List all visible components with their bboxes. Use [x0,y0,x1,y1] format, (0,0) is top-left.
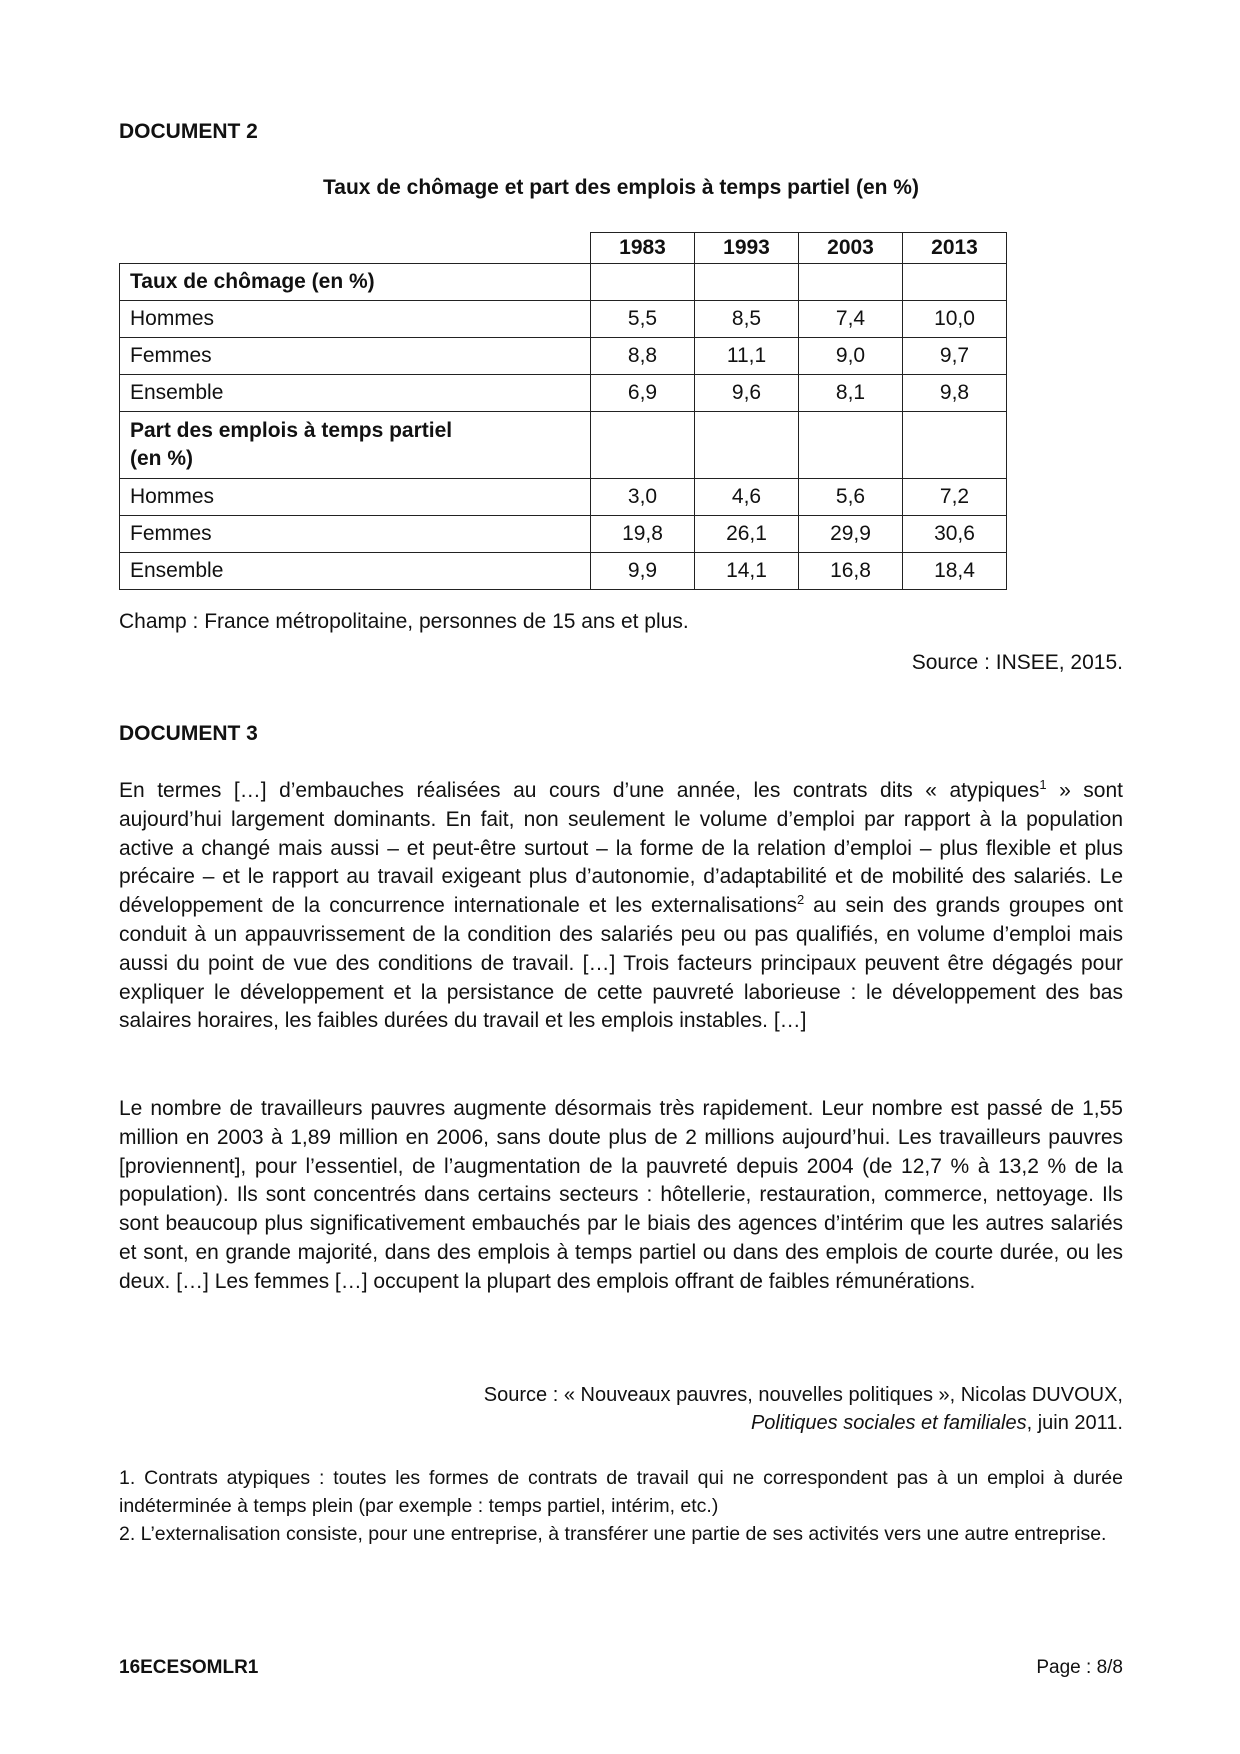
year-header: 1993 [695,233,799,264]
footnote-1: 1. Contrats atypiques : toutes les formes de contrats de travail qui ne correspondent pas à un emploi à durée indéterminée à temps plein (par exemple : temps partiel, intérim, etc.) [119,1467,1123,1517]
cell: 7,2 [903,479,1007,516]
year-header: 2003 [799,233,903,264]
cell: 16,8 [799,553,903,590]
table-row [120,553,1007,590]
cell: 4,6 [695,479,799,516]
footnote-ref-2: 2 [796,892,805,908]
row-label: Hommes [120,301,591,338]
table-scope-note: Champ : France métropolitaine, personnes de 15 ans et plus. [119,610,689,633]
row-label: Hommes [120,479,591,516]
row-label: Femmes [120,516,591,553]
cell: 8,1 [799,375,903,412]
year-header: 1983 [591,233,695,264]
paragraph-1: En termes […] d’embauches réalisées au cours d’une année, les contrats dits « atypiques$^1$ » sont aujourd’hui largement dominants. En fait, non seulement le volume d’emploi par rapport à la population active a changé mais aussi – et peut-être surtout – la forme de la relation d’emploi – plus flexible et plus précaire – et le rapport au travail exigeant plus d’autonomie, d’adaptabilité et de mobilité des salariés. Le développement de la concurrence internationale et les externalisations$^2$ au sein des grands groupes ont conduit à un appauvrissement de la condition des salariés peu ou pas qualifiés, en volume d’emploi mais aussi du point de vue des conditions de travail. […] Trois facteurs principaux peuvent être dégagés pour expliquer le développement et la persistance de cette pauvreté laborieuse : le développement des bas salaires horaires, les faibles durées du travail et les emplois instables. […] [119,777,1123,1033]
table-row [120,338,1007,375]
cell: 30,6 [903,516,1007,553]
paragraph-2: Le nombre de travailleurs pauvres augmente désormais très rapidement. Leur nombre est passé de 1,55 million en 2003 à 1,89 million en 2006, sans doute plus de 2 millions aujourd’hui. Les travailleurs pauvres [proviennent], pour l’essentiel, de l’augmentation de la pauvreté depuis 2004 (de 12,7 % à 13,2 % de la population). Ils sont concentrés dans certains secteurs : hôtellerie, restauration, commerce, nettoyage. Ils sont beaucoup plus significativement embauchés par le biais des agences d’intérim que les autres salariés et sont, en grande majorité, dans des emplois à temps partiel ou dans des emplois de courte durée, ou les deux. […] Les femmes […] occupent la plupart des emplois offrant de faibles rémunérations. [119,1097,1123,1293]
row-label: Ensemble [120,375,591,412]
cell: 9,0 [799,338,903,375]
data-table [119,232,1007,590]
cell: 6,9 [591,375,695,412]
table-header-row [120,233,1007,264]
exam-code: 16ECESOMLR1 [119,1657,259,1678]
table-row [120,301,1007,338]
section-row [120,264,1007,301]
table-row [120,375,1007,412]
footnote-2: 2. L’externalisation consiste, pour une entreprise, à transférer une partie de ses activités vers une autre entreprise. [119,1523,1107,1545]
cell: 9,7 [903,338,1007,375]
footnote-ref-1: 1 [1039,777,1047,792]
table-row [120,516,1007,553]
table-source: Source : INSEE, 2015. [911,651,1123,674]
cell: 14,1 [695,553,799,590]
cell: 5,6 [799,479,903,516]
cell: 5,5 [591,301,695,338]
document-3-heading: DOCUMENT 3 [119,722,258,745]
text-source: Source : « Nouveaux pauvres, nouvelles politiques », Nicolas DUVOUX, Politiques sociales et familiales, juin 2011. [483,1384,1123,1434]
document-2-heading: DOCUMENT 2 [119,120,258,143]
cell: 8,5 [695,301,799,338]
cell: 10,0 [903,301,1007,338]
cell: 11,1 [695,338,799,375]
table-title: Taux de chômage et part des emplois à temps partiel (en %) [323,176,919,199]
footnotes [119,1464,1123,1548]
cell: 18,4 [903,553,1007,590]
cell: 9,9 [591,553,695,590]
cell: 7,4 [799,301,903,338]
cell: 19,8 [591,516,695,553]
section-label: Part des emplois à temps partiel (en %) [120,412,591,479]
cell: 9,8 [903,375,1007,412]
table-row [120,479,1007,516]
cell: 9,6 [695,375,799,412]
section-label: Taux de chômage (en %) [120,264,591,301]
section-row [120,412,1007,479]
cell: 8,8 [591,338,695,375]
cell: 29,9 [799,516,903,553]
cell: 3,0 [591,479,695,516]
year-header: 2013 [903,233,1007,264]
cell: 26,1 [695,516,799,553]
row-label: Ensemble [120,553,591,590]
row-label: Femmes [120,338,591,375]
page-number: Page : 8/8 [1036,1657,1123,1678]
